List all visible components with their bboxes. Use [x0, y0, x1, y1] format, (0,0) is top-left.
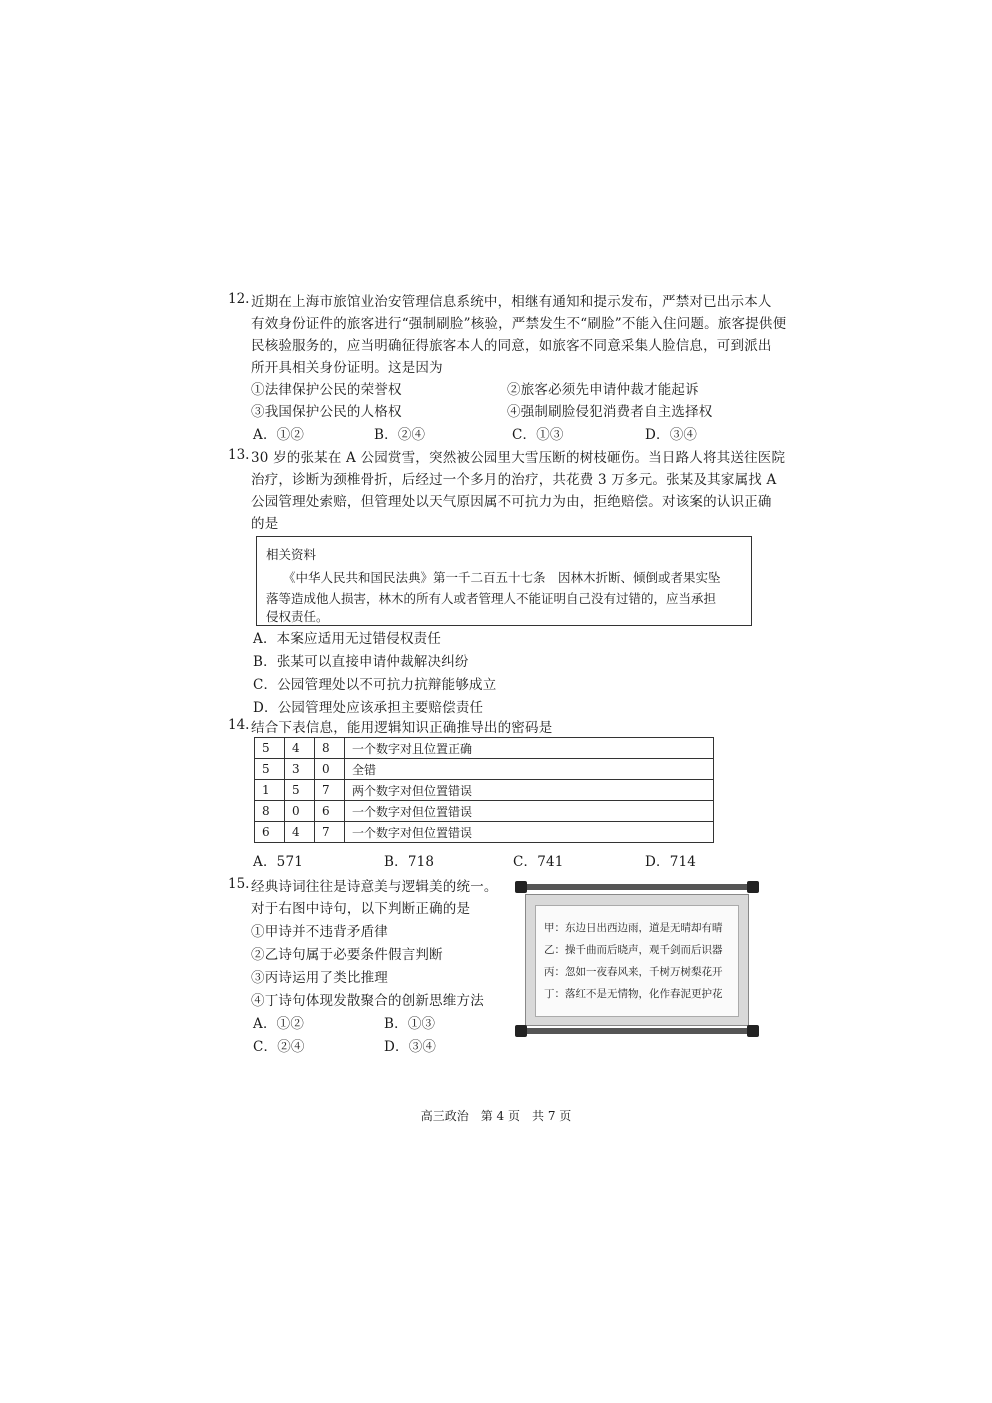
table-cell: 0	[285, 801, 315, 822]
table-cell: 两个数字对但位置错误	[345, 780, 714, 801]
question-number: 12.	[228, 291, 250, 307]
question-stem-line: 公园管理处索赔，但管理处以天气原因属不可抗力为由，拒绝赔偿。对该案的认识正确	[251, 494, 772, 510]
reference-line: 侵权责任。	[266, 609, 329, 624]
table-cell: 5	[255, 738, 285, 759]
answer-option: C．741	[513, 854, 564, 870]
reference-material-box	[256, 536, 752, 626]
answer-option: D．714	[645, 854, 697, 870]
statement-item: ③丙诗运用了类比推理	[251, 970, 388, 986]
scroll-rod-bottom	[519, 1028, 755, 1034]
table-cell: 一个数字对且位置正确	[345, 738, 714, 759]
poem-line: 丁：落红不是无情物，化作春泥更护花	[544, 988, 723, 1000]
table-row	[255, 780, 714, 801]
answer-option: C．②④	[253, 1039, 305, 1055]
answer-option: A．①②	[253, 427, 305, 443]
question-stem-line: 民核验服务的，应当明确征得旅客本人的同意，如旅客不同意采集人脸信息，可到派出	[251, 338, 772, 354]
reference-line: 《中华人民共和国民法典》第一千二百五十七条 因林木折断、倾倒或者果实坠	[283, 570, 721, 585]
question-stem-line: 所开具相关身份证明。这是因为	[251, 360, 443, 376]
scroll-rod-top	[519, 884, 755, 890]
answer-option: C．①③	[512, 427, 564, 443]
table-cell: 6	[315, 801, 345, 822]
answer-option: C．公园管理处以不可抗力抗辩能够成立	[253, 677, 497, 693]
table-cell: 4	[285, 738, 315, 759]
password-clue-table	[254, 737, 714, 843]
answer-option: B．②④	[374, 427, 426, 443]
question-stem-line: 结合下表信息，能用逻辑知识正确推导出的密码是	[251, 720, 553, 736]
answer-option: A．本案应适用无过错侵权责任	[253, 631, 442, 647]
table-cell: 0	[315, 759, 345, 780]
answer-option: B．①③	[384, 1016, 436, 1032]
table-cell: 一个数字对但位置错误	[345, 801, 714, 822]
table-cell: 4	[285, 822, 315, 843]
question-stem-line: 治疗，诊断为颈椎骨折，后经过一个多月的治疗，共花费 3 万多元。张某及其家属找 A	[251, 472, 777, 488]
scroll-text-panel	[535, 905, 739, 1017]
answer-option: D．③④	[645, 427, 698, 443]
table-row	[255, 738, 714, 759]
question-number: 14.	[228, 717, 250, 733]
scroll-knob	[747, 881, 759, 893]
question-stem-line: 经典诗词往往是诗意美与逻辑美的统一。	[251, 879, 498, 895]
answer-option: B．718	[384, 854, 435, 870]
question-stem-line: 近期在上海市旅馆业治安管理信息系统中，相继有通知和提示发布，严禁对已出示本人	[251, 294, 772, 310]
reference-line: 落等造成他人损害，林木的所有人或者管理人不能证明自己没有过错的，应当承担	[266, 591, 717, 606]
reference-title: 相关资料	[266, 547, 317, 562]
answer-option: D．③④	[384, 1039, 437, 1055]
table-cell: 5	[285, 780, 315, 801]
table-row	[255, 759, 714, 780]
answer-option: A．571	[253, 854, 304, 870]
scroll-knob	[747, 1025, 759, 1037]
scroll-knob	[515, 881, 527, 893]
table-cell: 全错	[345, 759, 714, 780]
table-cell: 1	[255, 780, 285, 801]
question-stem-line: 30 岁的张某在 A 公园赏雪，突然被公园里大雪压断的树枝砸伤。当日路人将其送往医院	[251, 450, 786, 466]
answer-option: D．公园管理处应该承担主要赔偿责任	[253, 700, 484, 716]
statement-item: ②乙诗句属于必要条件假言判断	[251, 947, 443, 963]
question-number: 15.	[228, 876, 250, 892]
poem-line: 丙：忽如一夜春风来，千树万树梨花开	[544, 966, 723, 978]
question-number: 13.	[228, 447, 250, 463]
table-cell: 8	[255, 801, 285, 822]
answer-option: B．张某可以直接申请仲裁解决纠纷	[253, 654, 469, 670]
table-cell: 6	[255, 822, 285, 843]
statement-item: ③我国保护公民的人格权	[251, 404, 402, 420]
table-cell: 7	[315, 780, 345, 801]
statement-item: ④丁诗句体现发散聚合的创新思维方法	[251, 993, 484, 1009]
poem-line: 甲：东边日出西边雨，道是无晴却有晴	[544, 922, 723, 934]
statement-item: ①甲诗并不违背矛盾律	[251, 924, 388, 940]
table-cell: 7	[315, 822, 345, 843]
question-stem-line: 对于右图中诗句，以下判断正确的是	[251, 901, 471, 917]
statement-item: ①法律保护公民的荣誉权	[251, 382, 402, 398]
poem-scroll-figure	[515, 880, 759, 1040]
table-row	[255, 822, 714, 843]
statement-item: ④强制刷脸侵犯消费者自主选择权	[507, 404, 713, 420]
question-stem-line: 的是	[251, 516, 279, 532]
question-stem-line: 有效身份证件的旅客进行“强制刷脸”核验，严禁发生不“刷脸”不能入住问题。旅客提供便	[251, 316, 787, 332]
answer-option: A．①②	[253, 1016, 305, 1032]
table-cell: 3	[285, 759, 315, 780]
table-row	[255, 801, 714, 822]
poem-line: 乙：操千曲而后晓声，观千剑而后识器	[544, 944, 723, 956]
table-cell: 一个数字对但位置错误	[345, 822, 714, 843]
table-cell: 5	[255, 759, 285, 780]
statement-item: ②旅客必须先申请仲裁才能起诉	[507, 382, 699, 398]
page-footer: 高三政治 第 4 页 共 7 页	[420, 1109, 572, 1123]
table-cell: 8	[315, 738, 345, 759]
scroll-knob	[515, 1025, 527, 1037]
